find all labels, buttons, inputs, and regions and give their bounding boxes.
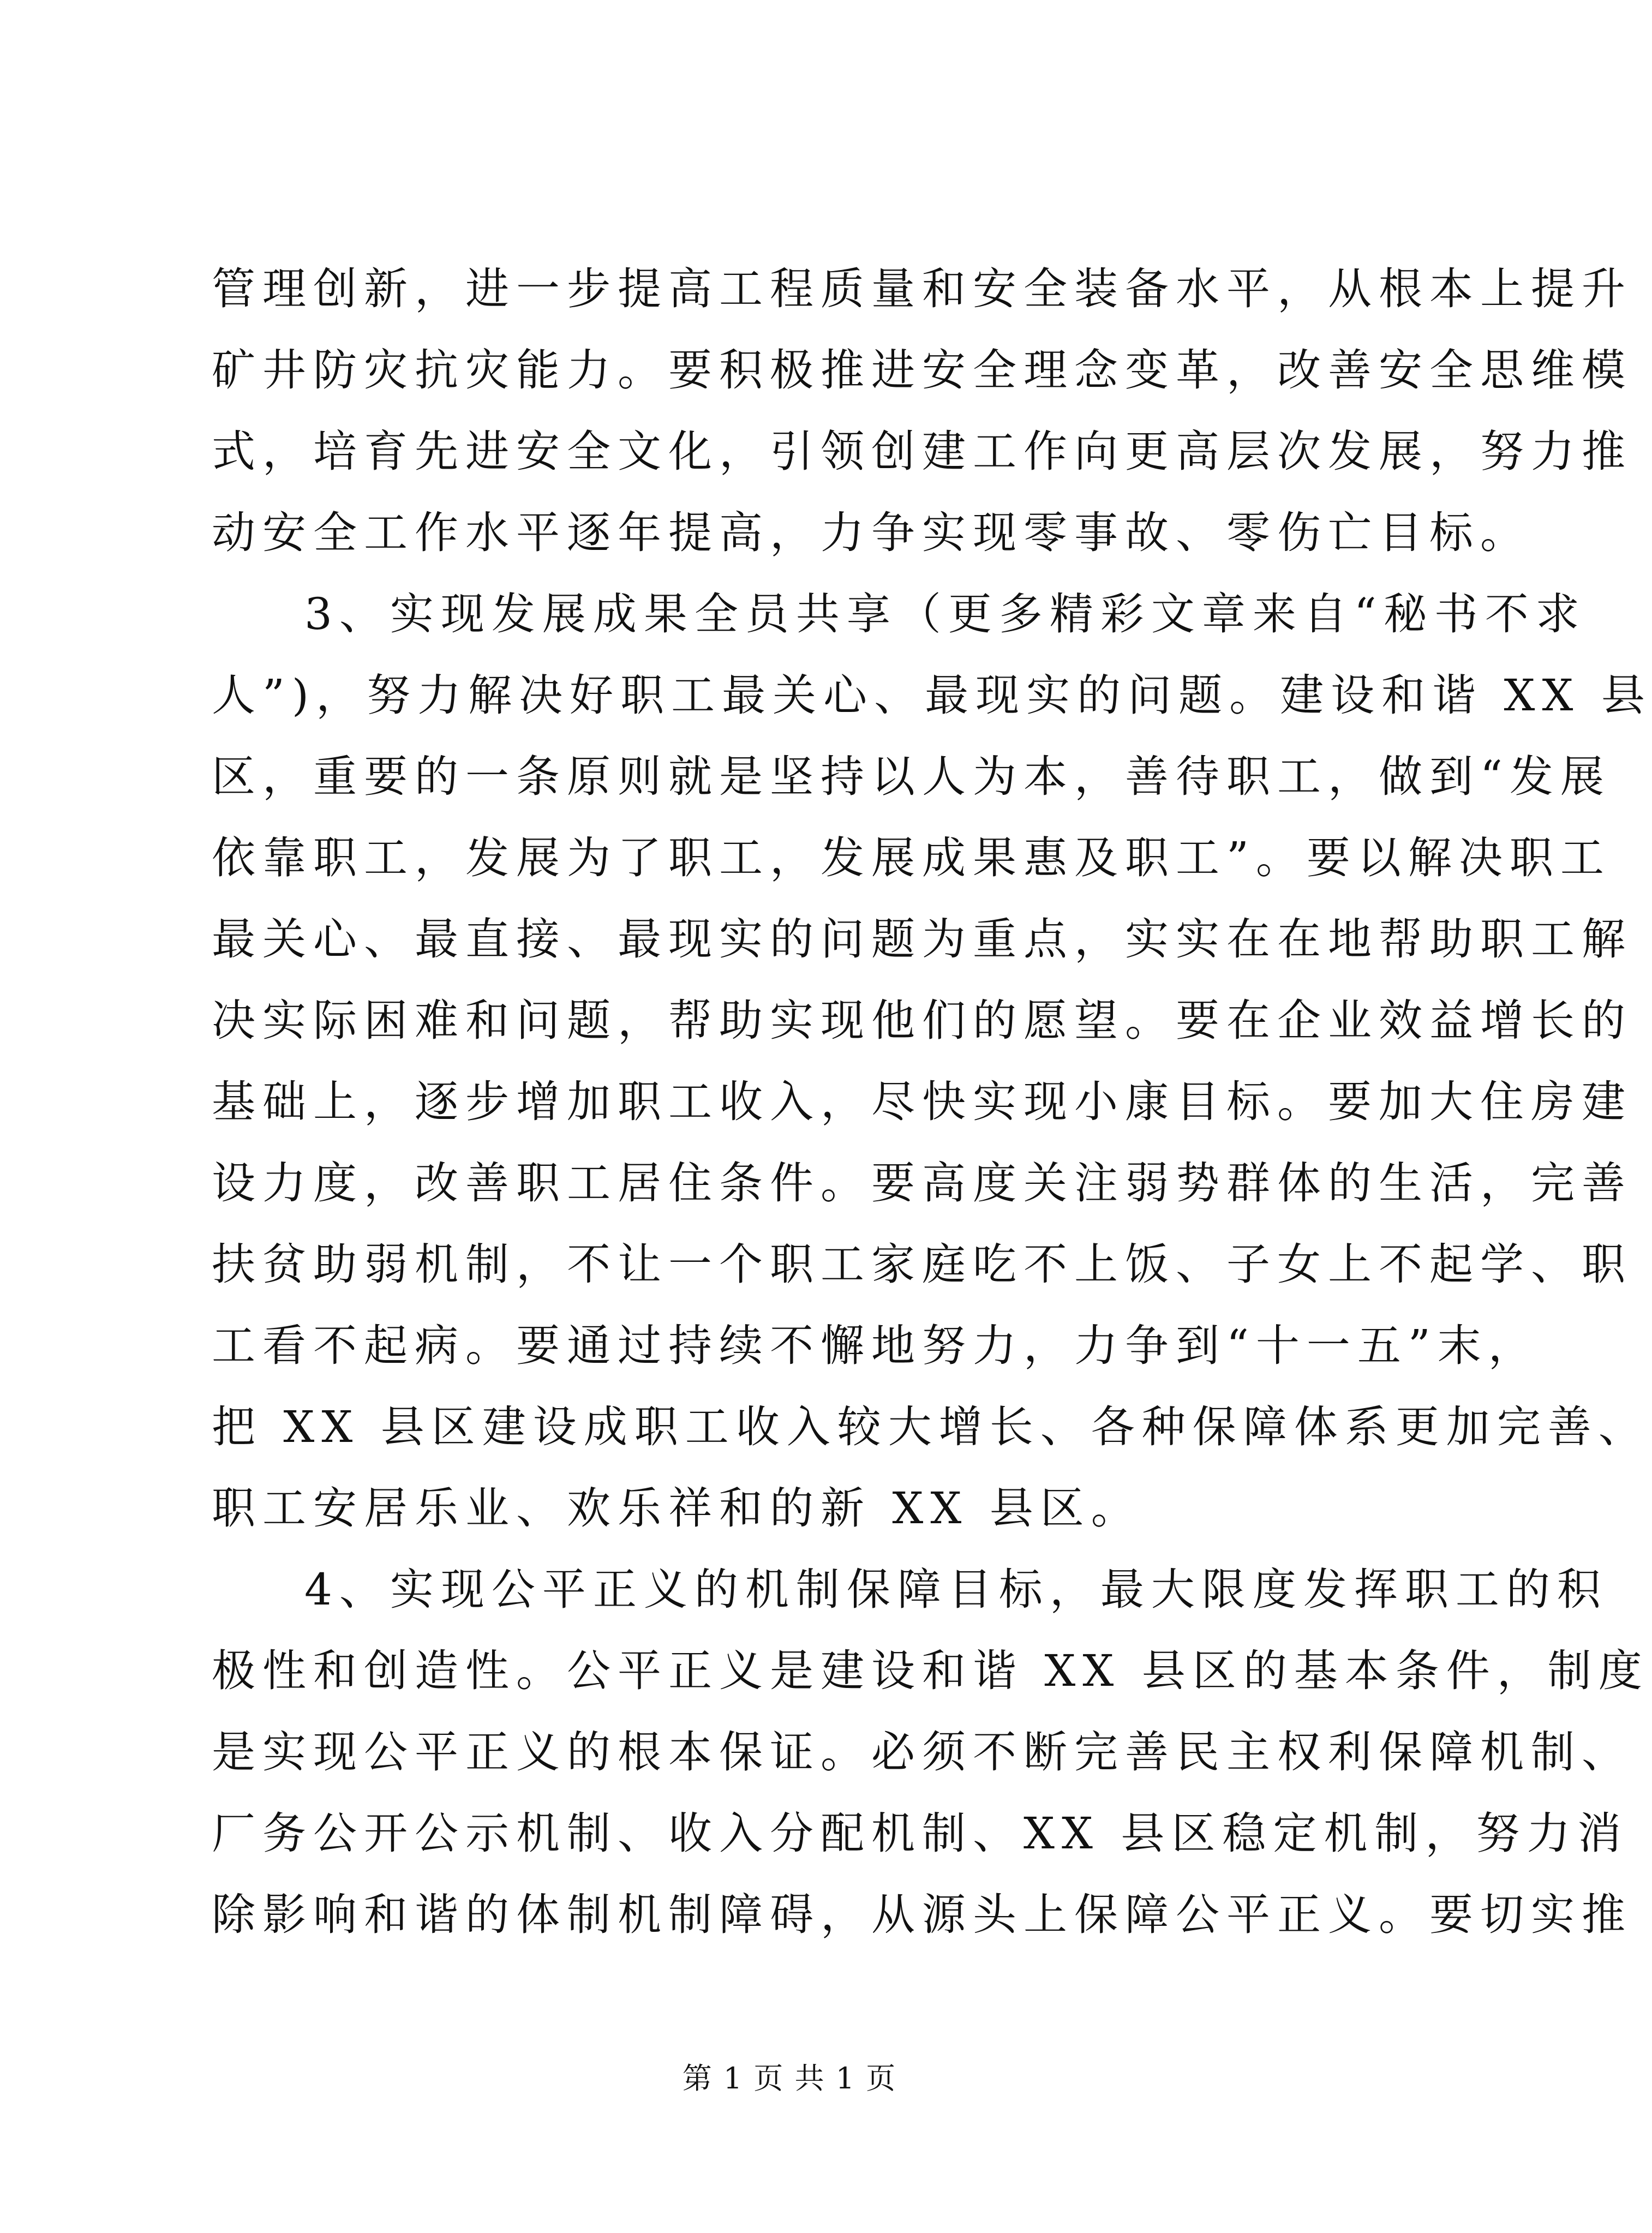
body-line: 决实际困难和问题，帮助实现他们的愿望。要在企业效益增长的 <box>212 995 1632 1046</box>
body-line: 设力度，改善职工居住条件。要高度关注弱势群体的生活，完善 <box>212 1158 1632 1208</box>
paragraph-4-first-line: 4、实现公平正义的机制保障目标，最大限度发挥职工的积 <box>304 1564 1608 1615</box>
body-line: 式，培育先进安全文化，引领创建工作向更高层次发展，努力推 <box>212 426 1632 477</box>
body-line: 把 XX 县区建设成职工收入较大增长、各种保障体系更加完善、 <box>212 1402 1649 1452</box>
body-line: 动安全工作水平逐年提高，力争实现零事故、零伤亡目标。 <box>212 507 1531 558</box>
body-line: 依靠职工，发展为了职工，发展成果惠及职工”。要以解决职工 <box>212 833 1611 883</box>
paragraph-3-first-line: 3、实现发展成果全员共享（更多精彩文章来自“秘书不求 <box>304 589 1587 639</box>
body-line: 是实现公平正义的根本保证。必须不断完善民主权利保障机制、 <box>212 1727 1632 1777</box>
body-line: 除影响和谐的体制机制障碍，从源头上保障公平正义。要切实推 <box>212 1889 1632 1940</box>
body-line: 基础上，逐步增加职工收入，尽快实现小康目标。要加大住房建 <box>212 1076 1632 1127</box>
body-line: 职工安居乐业、欢乐祥和的新 XX 县区。 <box>212 1483 1142 1534</box>
body-line: 极性和创造性。公平正义是建设和谐 XX 县区的基本条件，制度 <box>212 1645 1649 1696</box>
body-line: 矿井防灾抗灾能力。要积极推进安全理念变革，改善安全思维模 <box>212 345 1632 396</box>
body-line: 最关心、最直接、最现实的问题为重点，实实在在地帮助职工解 <box>212 914 1632 965</box>
body-line: 扶贫助弱机制，不让一个职工家庭吃不上饭、子女上不起学、职 <box>212 1239 1632 1290</box>
page-footer: 第 1 页 共 1 页 <box>682 2061 897 2096</box>
body-line: 厂务公开公示机制、收入分配机制、XX 县区稳定机制，努力消 <box>212 1808 1629 1859</box>
body-line: 区，重要的一条原则就是坚持以人为本，善待职工，做到“发展 <box>212 751 1611 802</box>
body-line: 工看不起病。要通过持续不懈地努力，力争到“十一五”末， <box>212 1320 1539 1371</box>
body-line: 管理创新，进一步提高工程质量和安全装备水平，从根本上提升 <box>212 264 1632 314</box>
body-line: 人”)，努力解决好职工最关心、最现实的问题。建设和谐 XX 县 <box>212 670 1652 721</box>
